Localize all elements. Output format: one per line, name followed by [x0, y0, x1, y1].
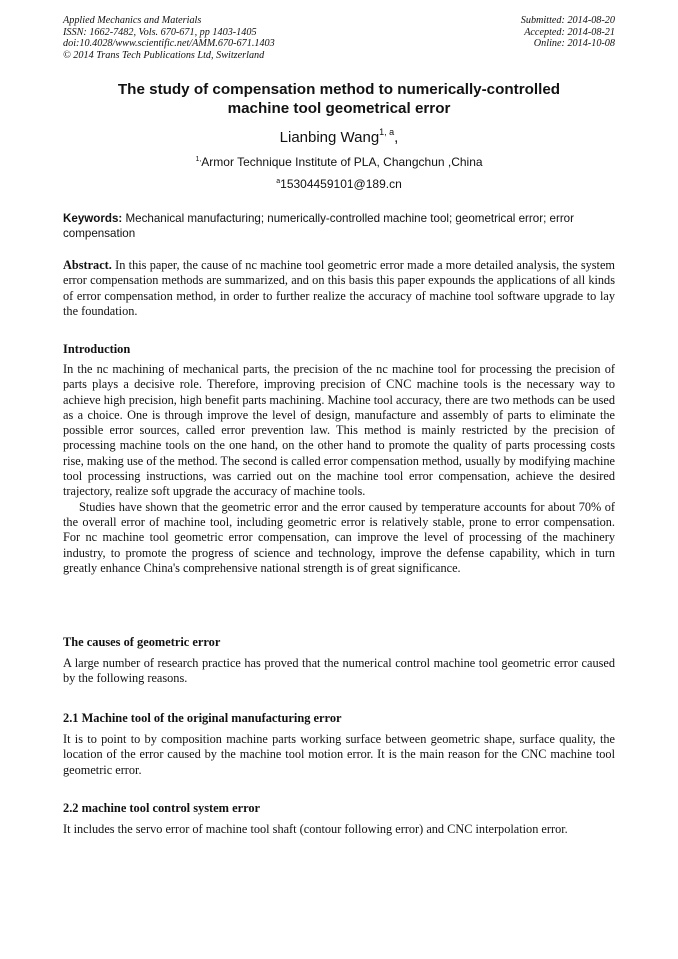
- doi: doi:10.4028/www.scientific.net/AMM.670-671.1403: [63, 38, 275, 50]
- title-line-2: machine tool geometrical error: [227, 99, 451, 117]
- causes-heading: The causes of geometric error: [63, 635, 221, 649]
- section-2-1-heading: 2.1 Machine tool of the original manufacturing error: [63, 711, 342, 725]
- section-2-2-heading: 2.2 machine tool control system error: [63, 801, 261, 815]
- causes-paragraph: A large number of research practice has proved that the numerical control machine tool geometric error caused by the following reasons.: [63, 656, 615, 686]
- issn: ISSN: 1662-7482, Vols. 670-671, pp 1403-1405: [63, 26, 257, 38]
- affiliation-marker: 1,: [195, 156, 202, 163]
- introduction-section: [63, 362, 615, 576]
- author-line: [0, 129, 678, 147]
- journal-name: Applied Mechanics and Materials: [63, 15, 202, 26]
- abstract-text: In this paper, the cause of nc machine tool geometric error made a more detailed analysis, the system error compensation methods are summarized, and on this basis this paper expounds the applications of all kinds of error compensation method, in order to further realize the accuracy of machine tool software upgrade to lay the foundation.: [63, 258, 615, 318]
- email-marker: a: [276, 178, 281, 185]
- email-text: 15304459101@189.cn: [280, 177, 402, 191]
- affiliation-text: Armor Technique Institute of PLA, Changchun ,China: [201, 155, 483, 169]
- title-line-1: The study of compensation method to numerically-controlled: [117, 81, 561, 98]
- introduction-heading: Introduction: [63, 342, 131, 356]
- introduction-paragraph-2: Studies have shown that the geometric error and the error caused by temperature accounts for about 70% of the overall error of machine tool, including geometric error is relatively stable, prone to error compensation. For nc machine tool geometric error compensation, can improve the level of processing of the machinery industry, to promote the progress of science and technology, improve the defense capability, which in turn greatly enhance China's comprehensive national strength is of great significance.: [63, 499, 615, 575]
- section-2-1-paragraph: It is to point to by composition machine parts working surface between geometric shape, surface quality, the location of the error caused by the machine tool motion error. It is the main reason for the CNC machine tool geometric error.: [63, 732, 615, 777]
- abstract-label: Abstract.: [63, 258, 112, 272]
- section-2-2-paragraph: It includes the servo error of machine tool shaft (contour following error) and CNC interpolation error.: [63, 822, 568, 836]
- section-2-2: [63, 822, 615, 837]
- paper-title: [63, 81, 615, 118]
- abstract: [63, 258, 615, 319]
- date-meta: [521, 15, 615, 50]
- introduction-paragraph-1: In the nc machining of mechanical parts, the precision of the nc machine tool for processing the precision of parts plays a decisive role. Therefore, improving precision of CNC machine tools is the necessary way to achieve high precision, high benefit parts machining. Machine tool accuracy, there are two methods can be used as a choice. One is through improve the level of design, manufacture and assembly of parts to eliminate the possible error sources, called error prevention law. This method is mainly restricted by the precision of processing machine tools on the one hand, on the other hand to promote the quality of parts processing costs rise, making use of the method. The second is called error compensation method, usually by modifying machine tool processing instructions, was carried out on the machine tool error compensation, achieve the desired trajectory, realize soft upgrade the accuracy of machine tools.: [63, 362, 615, 499]
- journal-meta: [63, 15, 275, 61]
- keywords: [63, 212, 615, 241]
- online-date: Online: 2014-10-08: [533, 38, 615, 50]
- keywords-text: Mechanical manufacturing; numerically-controlled machine tool; geometrical error; error compensation: [63, 212, 574, 240]
- section-2-1: [63, 732, 615, 778]
- author-name: Lianbing Wang: [279, 129, 380, 146]
- copyright: © 2014 Trans Tech Publications Ltd, Switzerland: [63, 49, 265, 61]
- email: [0, 177, 678, 192]
- keywords-label: Keywords:: [63, 212, 123, 225]
- causes-section: [63, 656, 615, 687]
- author-superscript: 1, a: [379, 127, 395, 137]
- accepted-date: Accepted: 2014-08-21: [524, 26, 615, 38]
- submitted-date: Submitted: 2014-08-20: [520, 15, 615, 26]
- affiliation: [0, 155, 678, 170]
- author-trailing: ,: [394, 129, 399, 146]
